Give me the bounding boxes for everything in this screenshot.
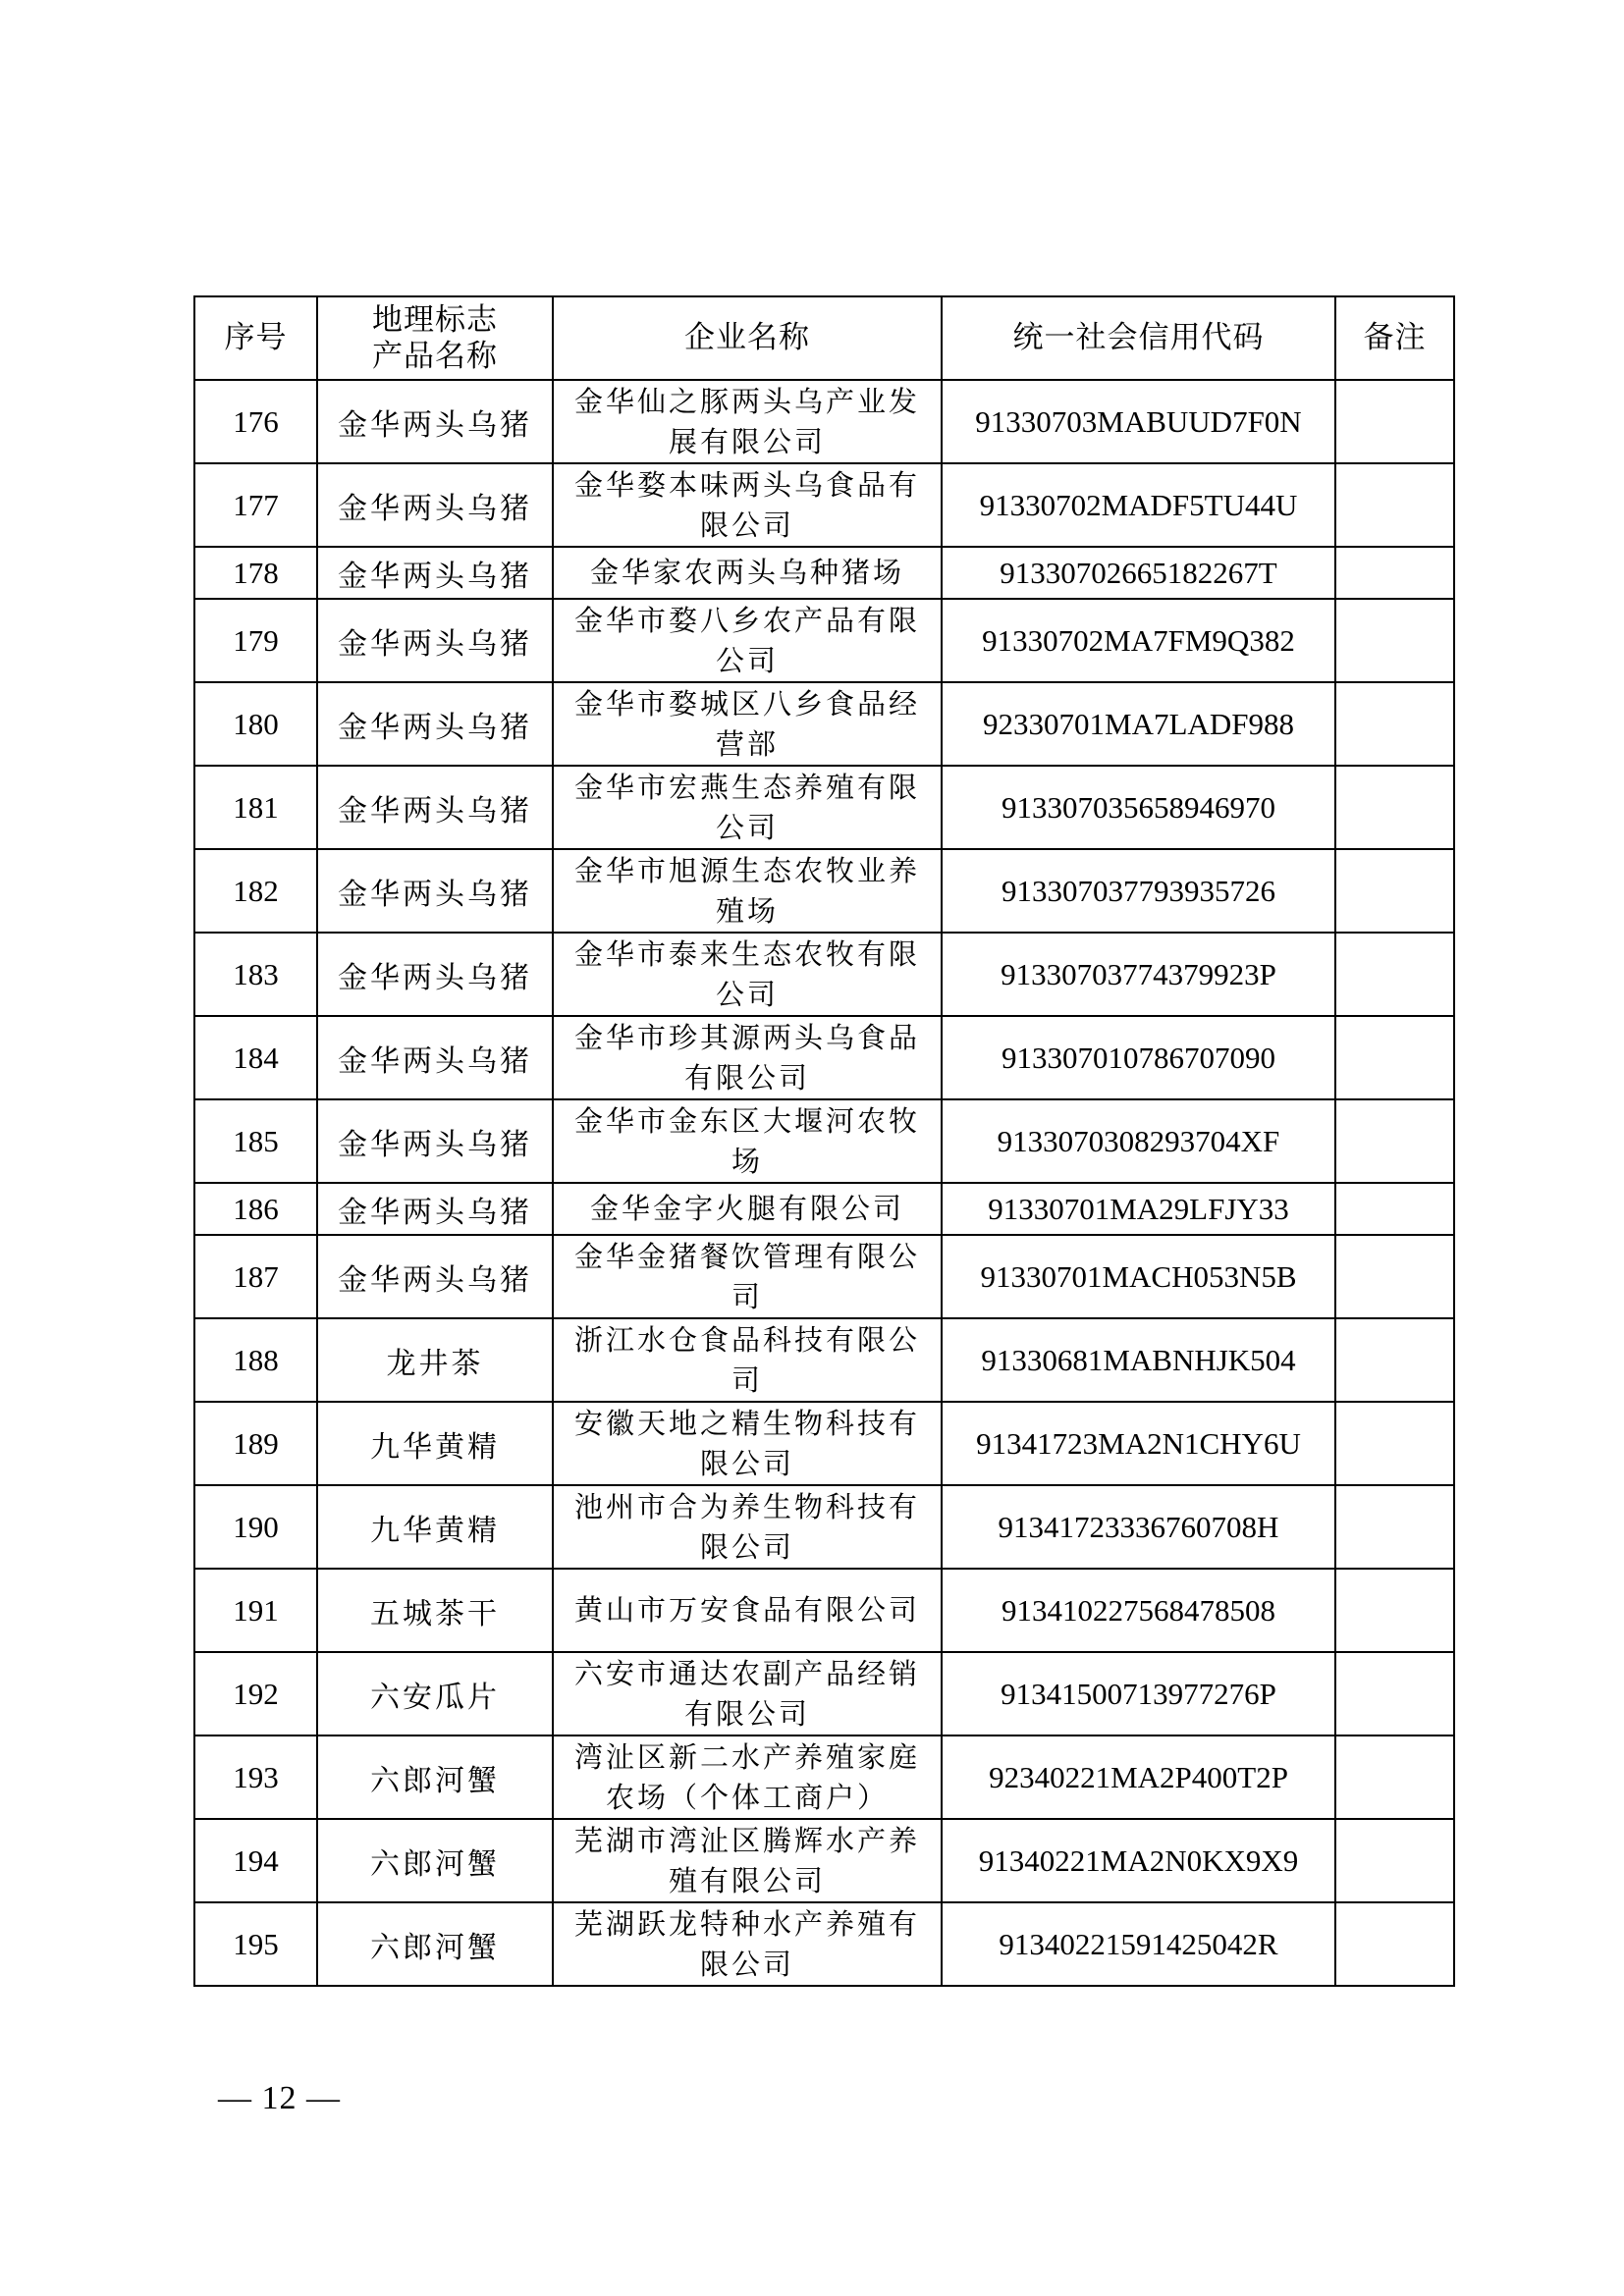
row-index-cell: 186 (194, 1183, 317, 1235)
table-row (194, 933, 1454, 1016)
row-credit-code-cell: 91341723336760708H (942, 1485, 1335, 1569)
row-credit-code-cell: 91330702665182267T (942, 547, 1335, 599)
row-enterprise-cell: 金华市珍其源两头乌食品有限公司 (553, 1016, 942, 1099)
table-row (194, 1485, 1454, 1569)
table-row (194, 1819, 1454, 1902)
row-enterprise-cell: 湾沚区新二水产养殖家庭农场（个体工商户） (553, 1735, 942, 1819)
row-product-cell: 金华两头乌猪 (317, 547, 553, 599)
row-product-cell: 五城茶干 (317, 1569, 553, 1652)
row-product-cell: 金华两头乌猪 (317, 1235, 553, 1318)
row-product-cell: 金华两头乌猪 (317, 463, 553, 547)
row-enterprise-cell: 芜湖市湾沚区腾辉水产养殖有限公司 (553, 1819, 942, 1902)
row-credit-code-cell: 913307010786707090 (942, 1016, 1335, 1099)
table-row (194, 599, 1454, 682)
row-remark-cell (1335, 1902, 1454, 1986)
row-index-cell: 178 (194, 547, 317, 599)
row-product-cell: 金华两头乌猪 (317, 380, 553, 463)
table-row (194, 849, 1454, 933)
row-enterprise-cell: 金华市婺八乡农产品有限公司 (553, 599, 942, 682)
row-credit-code-cell: 91330702MADF5TU44U (942, 463, 1335, 547)
row-index-cell: 183 (194, 933, 317, 1016)
row-index-cell: 195 (194, 1902, 317, 1986)
header-credit-code: 统一社会信用代码 (942, 296, 1335, 380)
row-remark-cell (1335, 1652, 1454, 1735)
table-row (194, 1016, 1454, 1099)
table-row (194, 1183, 1454, 1235)
row-remark-cell (1335, 1235, 1454, 1318)
row-index-cell: 181 (194, 766, 317, 849)
row-enterprise-cell: 金华金字火腿有限公司 (553, 1183, 942, 1235)
row-enterprise-cell: 安徽天地之精生物科技有限公司 (553, 1402, 942, 1485)
header-product (317, 296, 553, 380)
row-credit-code-cell: 913402215914250​42R (942, 1902, 1335, 1986)
row-enterprise-cell: 金华市泰来生态农牧有限公司 (553, 933, 942, 1016)
row-product-cell: 六郎河蟹 (317, 1902, 553, 1986)
page-number: — 12 — (218, 2080, 341, 2116)
enterprise-table (193, 295, 1455, 1987)
row-credit-code-cell: 91341500713977276P (942, 1652, 1335, 1735)
table-row (194, 1099, 1454, 1183)
row-credit-code-cell: 91330703774379923P (942, 933, 1335, 1016)
table-body (194, 380, 1454, 1986)
row-index-cell: 187 (194, 1235, 317, 1318)
row-index-cell: 189 (194, 1402, 317, 1485)
row-product-cell: 金华两头乌猪 (317, 1016, 553, 1099)
row-remark-cell (1335, 463, 1454, 547)
row-enterprise-cell: 金华市婺城区八乡食品经营部 (553, 682, 942, 766)
row-remark-cell (1335, 1183, 1454, 1235)
header-product-line1: 地理标志 (372, 301, 498, 338)
row-credit-code-cell: 913410227568478508 (942, 1569, 1335, 1652)
table-row (194, 1235, 1454, 1318)
row-index-cell: 193 (194, 1735, 317, 1819)
header-index: 序号 (194, 296, 317, 380)
row-product-cell: 金华两头乌猪 (317, 599, 553, 682)
row-product-cell: 金华两头乌猪 (317, 766, 553, 849)
table-row (194, 682, 1454, 766)
row-enterprise-cell: 金华金猪餐饮管理有限公司 (553, 1235, 942, 1318)
table-row (194, 1569, 1454, 1652)
row-enterprise-cell: 六安市通达农副产品经销有限公司 (553, 1652, 942, 1735)
row-index-cell: 176 (194, 380, 317, 463)
table-row (194, 547, 1454, 599)
row-index-cell: 191 (194, 1569, 317, 1652)
row-remark-cell (1335, 849, 1454, 933)
row-credit-code-cell: 91330701MA29LFJY33 (942, 1183, 1335, 1235)
row-credit-code-cell: 91341723MA2N1CHY6U (942, 1402, 1335, 1485)
row-credit-code-cell: 9133070308293704XF (942, 1099, 1335, 1183)
row-index-cell: 188 (194, 1318, 317, 1402)
table-header (194, 296, 1454, 380)
row-index-cell: 185 (194, 1099, 317, 1183)
table-row (194, 1652, 1454, 1735)
row-credit-code-cell: 91330702MA7FM9Q382 (942, 599, 1335, 682)
header-product-line2: 产品名称 (372, 338, 498, 374)
row-product-cell: 九华黄精 (317, 1485, 553, 1569)
row-credit-code-cell: 92340221MA2P400T2P (942, 1735, 1335, 1819)
row-product-cell: 六郎河蟹 (317, 1735, 553, 1819)
row-remark-cell (1335, 1099, 1454, 1183)
row-credit-code-cell: 913307037793935726 (942, 849, 1335, 933)
row-credit-code-cell: 92330701MA7LADF988 (942, 682, 1335, 766)
row-remark-cell (1335, 1016, 1454, 1099)
row-enterprise-cell: 金华市旭源生态农牧业养殖场 (553, 849, 942, 933)
row-remark-cell (1335, 380, 1454, 463)
row-remark-cell (1335, 1402, 1454, 1485)
table-row (194, 1735, 1454, 1819)
row-product-cell: 九华黄精 (317, 1402, 553, 1485)
table-row (194, 380, 1454, 463)
row-enterprise-cell: 芜湖跃龙特种水产养殖有限公司 (553, 1902, 942, 1986)
row-credit-code-cell: 91330681MABNHJK504 (942, 1318, 1335, 1402)
row-index-cell: 182 (194, 849, 317, 933)
row-credit-code-cell: 913307035658946970 (942, 766, 1335, 849)
row-index-cell: 180 (194, 682, 317, 766)
header-row (194, 296, 1454, 380)
row-index-cell: 184 (194, 1016, 317, 1099)
row-remark-cell (1335, 1485, 1454, 1569)
row-remark-cell (1335, 1569, 1454, 1652)
row-product-cell: 龙井茶 (317, 1318, 553, 1402)
row-remark-cell (1335, 547, 1454, 599)
table-row (194, 463, 1454, 547)
row-enterprise-cell: 金华市金东区大堰河农牧场 (553, 1099, 942, 1183)
table-row (194, 766, 1454, 849)
table-row (194, 1902, 1454, 1986)
table-row (194, 1318, 1454, 1402)
row-index-cell: 192 (194, 1652, 317, 1735)
row-enterprise-cell: 金华家农两头乌种猪场 (553, 547, 942, 599)
row-enterprise-cell: 黄山市万安食品有限公司 (553, 1569, 942, 1652)
row-enterprise-cell: 金华仙之豚两头乌产业发展有限公司 (553, 380, 942, 463)
row-product-cell: 金华两头乌猪 (317, 682, 553, 766)
row-credit-code-cell: 91340221MA2N0KX9X9 (942, 1819, 1335, 1902)
row-remark-cell (1335, 599, 1454, 682)
row-enterprise-cell: 金华市宏燕生态养殖有限公司 (553, 766, 942, 849)
row-product-cell: 六安瓜片 (317, 1652, 553, 1735)
row-product-cell: 六郎河蟹 (317, 1819, 553, 1902)
header-enterprise: 企业名称 (553, 296, 942, 380)
row-remark-cell (1335, 933, 1454, 1016)
row-product-cell: 金华两头乌猪 (317, 1099, 553, 1183)
row-index-cell: 190 (194, 1485, 317, 1569)
row-enterprise-cell: 浙江水仓食品科技有限公司 (553, 1318, 942, 1402)
table-row (194, 1402, 1454, 1485)
row-remark-cell (1335, 1819, 1454, 1902)
row-remark-cell (1335, 766, 1454, 849)
row-remark-cell (1335, 1735, 1454, 1819)
row-remark-cell (1335, 682, 1454, 766)
row-enterprise-cell: 池州市合为养生物科技有限公司 (553, 1485, 942, 1569)
header-remark: 备注 (1335, 296, 1454, 380)
row-index-cell: 194 (194, 1819, 317, 1902)
row-product-cell: 金华两头乌猪 (317, 849, 553, 933)
row-index-cell: 177 (194, 463, 317, 547)
row-credit-code-cell: 91330701MACH053N5B (942, 1235, 1335, 1318)
row-credit-code-cell: 91330703MABUUD7F0N (942, 380, 1335, 463)
row-product-cell: 金华两头乌猪 (317, 933, 553, 1016)
row-product-cell: 金华两头乌猪 (317, 1183, 553, 1235)
row-remark-cell (1335, 1318, 1454, 1402)
row-index-cell: 179 (194, 599, 317, 682)
row-enterprise-cell: 金华婺本味两头乌食品有限公司 (553, 463, 942, 547)
